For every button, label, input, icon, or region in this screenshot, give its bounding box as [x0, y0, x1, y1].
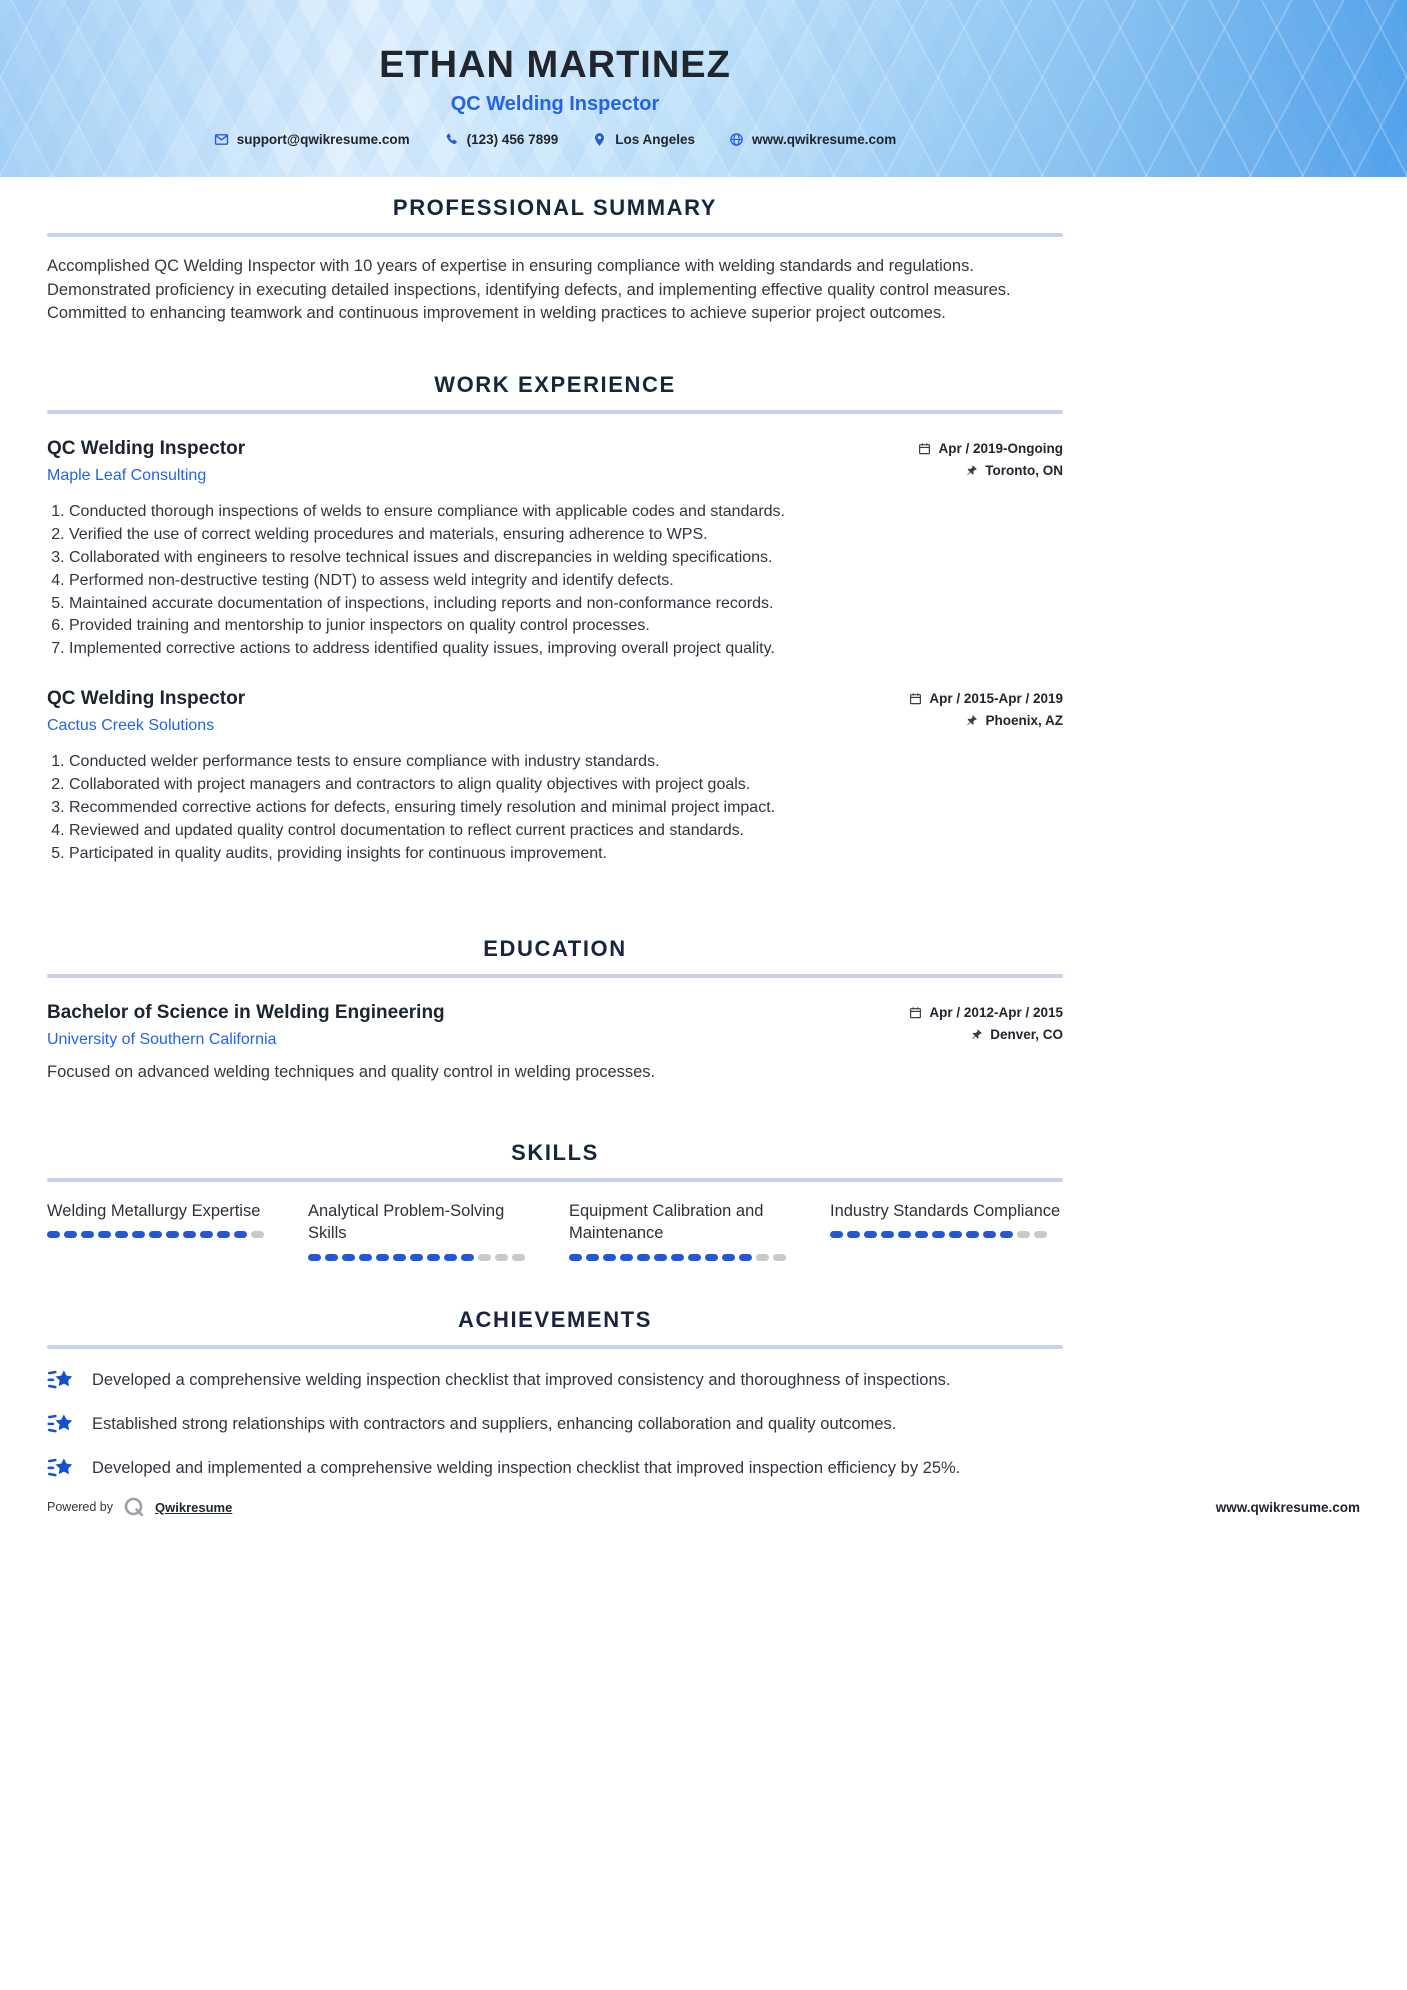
skill-name: Welding Metallurgy Expertise	[47, 1202, 261, 1221]
education-dates-text: Apr / 2012-Apr / 2015	[929, 1005, 1063, 1021]
map-pin-icon	[592, 132, 607, 147]
skill-level-dash	[949, 1231, 962, 1238]
skill-level-dash	[512, 1254, 525, 1261]
job-bullet: 2. Verified the use of correct welding procedures and materials, ensuring adherence to WPS.	[69, 524, 1063, 545]
skills-heading: SKILLS	[511, 1140, 599, 1166]
job-dates	[918, 441, 1063, 456]
job-location-text: Toronto, ON	[985, 462, 1063, 478]
achievements-heading: ACHIEVEMENTS	[458, 1306, 652, 1332]
contact-email[interactable]	[214, 132, 410, 147]
skill-level-dash	[773, 1254, 786, 1261]
job-bullet: 4. Performed non-destructive testing (NDT) to assess weld integrity and identify defects.	[69, 570, 1063, 591]
achievement-text: Developed and implemented a comprehensive welding inspection checklist that improved inspection efficiency by 25%.	[92, 1458, 961, 1477]
skill-item	[569, 1200, 802, 1261]
job-location	[965, 463, 1063, 478]
star-badge-icon	[47, 1367, 74, 1394]
contact-website[interactable]	[729, 132, 896, 147]
contact-phone[interactable]	[444, 132, 559, 147]
job-title-block	[47, 688, 245, 735]
job-bullet: 3. Recommended corrective actions for defects, ensuring timely resolution and minimal project impact.	[69, 797, 1063, 818]
skill-level-dash	[98, 1231, 111, 1238]
section-divider	[47, 1345, 1063, 1349]
skill-level-dash	[1017, 1231, 1030, 1238]
resume-header	[0, 0, 1407, 177]
job-entry-1	[47, 438, 1063, 660]
skills-section	[47, 1140, 1063, 1261]
education-header	[47, 1002, 1063, 1049]
skill-level-dash	[983, 1231, 996, 1238]
achievement-text: Developed a comprehensive welding inspection checklist that improved consistency and thoroughness of inspections.	[92, 1370, 951, 1389]
skill-level-dash	[898, 1231, 911, 1238]
skill-level-dash	[234, 1231, 247, 1238]
job-dates	[909, 691, 1063, 706]
job-title: QC Welding Inspector	[47, 687, 246, 709]
candidate-title: QC Welding Inspector	[450, 93, 660, 115]
contact-location-text: Los Angeles	[615, 132, 695, 147]
skill-level-dash	[847, 1231, 860, 1238]
summary-text: Accomplished QC Welding Inspector with 10 years of expertise in ensuring compliance with welding standards and regulations. Demonstrated proficiency in executing detailed inspections, identifying defects, and implementing effective quality control measures. Committed to enhancing teamwork and continuous improvement in welding practices to achieve superior project outcomes.	[47, 257, 1011, 323]
job-bullet: 7. Implemented corrective actions to address identified quality issues, improving overall project quality.	[69, 638, 1063, 659]
job-title-block	[47, 438, 245, 485]
skill-level-dash	[603, 1254, 616, 1261]
skill-level-dash	[1000, 1231, 1013, 1238]
achievement-text: Established strong relationships with contractors and suppliers, enhancing collaboration and quality outcomes.	[92, 1414, 897, 1433]
skill-level-dash	[637, 1254, 650, 1261]
education-entry	[47, 1002, 1063, 1082]
qwikresume-logo	[123, 1496, 145, 1518]
job-bullet: 2. Collaborated with project managers and contractors to align quality objectives with project goals.	[69, 774, 1063, 795]
skill-level-dash	[461, 1254, 474, 1261]
globe-icon	[729, 132, 744, 147]
skill-level-dash	[444, 1254, 457, 1261]
job-bullet: 1. Conducted welder performance tests to ensure compliance with industry standards.	[69, 751, 1063, 772]
skill-level-dash	[308, 1254, 321, 1261]
skill-level-dash	[739, 1254, 752, 1261]
skill-level-dash	[1034, 1231, 1047, 1238]
skill-level-dash	[200, 1231, 213, 1238]
skill-level-dash	[251, 1231, 264, 1238]
skill-item	[308, 1200, 541, 1261]
job-bullet: 4. Reviewed and updated quality control documentation to reflect current practices and standards.	[69, 820, 1063, 841]
contact-location[interactable]	[592, 132, 695, 147]
education-location	[970, 1027, 1063, 1042]
skill-level-dash	[376, 1254, 389, 1261]
qwikresume-link[interactable]: Qwikresume	[155, 1499, 233, 1515]
job-entry-2	[47, 688, 1063, 864]
job-title: QC Welding Inspector	[47, 437, 246, 459]
candidate-name: ETHAN MARTINEZ	[379, 44, 731, 86]
skill-level-dash	[478, 1254, 491, 1261]
skill-level-dash	[115, 1231, 128, 1238]
contact-website-text: www.qwikresume.com	[752, 132, 897, 147]
powered-by-block	[47, 1496, 232, 1518]
skill-level-bar	[830, 1231, 1063, 1238]
skill-level-dash	[915, 1231, 928, 1238]
skill-level-dash	[756, 1254, 769, 1261]
resume-body	[47, 195, 1063, 1482]
job-location-text: Phoenix, AZ	[985, 712, 1063, 728]
education-section	[47, 936, 1063, 1082]
job-location	[965, 713, 1063, 728]
star-badge-icon	[47, 1411, 74, 1438]
contact-email-text: support@qwikresume.com	[236, 132, 410, 147]
skill-level-dash	[705, 1254, 718, 1261]
skill-level-dash	[427, 1254, 440, 1261]
skill-level-dash	[81, 1231, 94, 1238]
skill-level-dash	[722, 1254, 735, 1261]
job-bullet: 5. Participated in quality audits, providing insights for continuous improvement.	[69, 843, 1063, 864]
contact-phone-text: (123) 456 7899	[466, 132, 559, 147]
job-meta	[909, 688, 1063, 728]
education-heading: EDUCATION	[483, 936, 627, 962]
skill-level-dash	[569, 1254, 582, 1261]
skill-level-dash	[671, 1254, 684, 1261]
job-bullet-list	[47, 751, 1063, 864]
achievement-item	[47, 1411, 1063, 1438]
job-meta	[918, 438, 1063, 478]
skill-level-dash	[47, 1231, 60, 1238]
skill-item	[830, 1200, 1063, 1238]
experience-section	[47, 372, 1063, 864]
education-description: Focused on advanced welding techniques and quality control in welding processes.	[47, 1063, 656, 1082]
school-link[interactable]: University of Southern California	[47, 1031, 277, 1049]
skill-level-dash	[688, 1254, 701, 1261]
skill-level-dash	[359, 1254, 372, 1261]
skill-level-dash	[342, 1254, 355, 1261]
skill-level-dash	[830, 1231, 843, 1238]
calendar-icon	[909, 1006, 922, 1019]
skill-level-bar	[308, 1254, 541, 1261]
skill-name: Equipment Calibration and Maintenance	[569, 1202, 764, 1243]
envelope-icon	[214, 132, 229, 147]
skill-level-dash	[932, 1231, 945, 1238]
section-divider	[47, 233, 1063, 237]
job-bullet: 1. Conducted thorough inspections of welds to ensure compliance with applicable codes and standards.	[69, 501, 1063, 522]
experience-heading: WORK EXPERIENCE	[434, 371, 676, 397]
achievement-item	[47, 1455, 1063, 1482]
skill-level-dash	[149, 1231, 162, 1238]
degree-title: Bachelor of Science in Welding Engineering	[47, 1002, 445, 1024]
pushpin-icon	[965, 714, 978, 727]
skill-level-dash	[166, 1231, 179, 1238]
calendar-icon	[918, 442, 931, 455]
pushpin-icon	[965, 464, 978, 477]
job-bullet: 6. Provided training and mentorship to junior inspectors on quality control processes.	[69, 615, 1063, 636]
section-divider	[47, 410, 1063, 414]
skill-level-dash	[64, 1231, 77, 1238]
skill-level-dash	[410, 1254, 423, 1261]
skill-level-dash	[132, 1231, 145, 1238]
education-meta	[909, 1002, 1063, 1042]
star-badge-icon	[47, 1455, 74, 1482]
skills-grid	[47, 1200, 1063, 1261]
job-bullet: 5. Maintained accurate documentation of inspections, including reports and non-conformance records.	[69, 593, 1063, 614]
pushpin-icon	[970, 1028, 983, 1041]
powered-by-label: Powered by	[47, 1500, 114, 1514]
company-link[interactable]: Cactus Creek Solutions	[47, 716, 215, 734]
skill-level-dash	[864, 1231, 877, 1238]
skill-level-dash	[966, 1231, 979, 1238]
education-title-block	[47, 1002, 445, 1049]
job-dates-text: Apr / 2015-Apr / 2019	[929, 690, 1063, 706]
skill-level-dash	[881, 1231, 894, 1238]
skill-level-dash	[325, 1254, 338, 1261]
education-dates	[909, 1005, 1063, 1020]
skill-level-bar	[47, 1231, 280, 1238]
footer-website[interactable]: www.qwikresume.com	[1215, 1499, 1360, 1515]
skill-name: Industry Standards Compliance	[830, 1202, 1061, 1221]
phone-icon	[444, 132, 459, 147]
summary-heading: PROFESSIONAL SUMMARY	[392, 195, 718, 220]
company-link[interactable]: Maple Leaf Consulting	[47, 466, 207, 484]
section-divider	[47, 974, 1063, 978]
skill-level-dash	[654, 1254, 667, 1261]
job-header	[47, 688, 1063, 735]
skill-level-dash	[495, 1254, 508, 1261]
education-location-text: Denver, CO	[990, 1027, 1063, 1043]
skill-level-dash	[586, 1254, 599, 1261]
contact-row	[47, 132, 1063, 147]
calendar-icon	[909, 692, 922, 705]
page-footer	[47, 1496, 1360, 1518]
skill-level-dash	[183, 1231, 196, 1238]
skill-level-dash	[217, 1231, 230, 1238]
skill-level-dash	[393, 1254, 406, 1261]
job-dates-text: Apr / 2019-Ongoing	[938, 440, 1063, 456]
skill-name: Analytical Problem-Solving Skills	[308, 1202, 505, 1243]
job-header	[47, 438, 1063, 485]
skill-level-dash	[620, 1254, 633, 1261]
achievement-item	[47, 1367, 1063, 1394]
summary-section	[47, 195, 1063, 326]
skill-item	[47, 1200, 280, 1238]
job-bullet-list	[47, 501, 1063, 660]
section-divider	[47, 1178, 1063, 1182]
skill-level-bar	[569, 1254, 802, 1261]
achievements-section	[47, 1307, 1063, 1482]
job-bullet: 3. Collaborated with engineers to resolve technical issues and discrepancies in welding specifications.	[69, 547, 1063, 568]
